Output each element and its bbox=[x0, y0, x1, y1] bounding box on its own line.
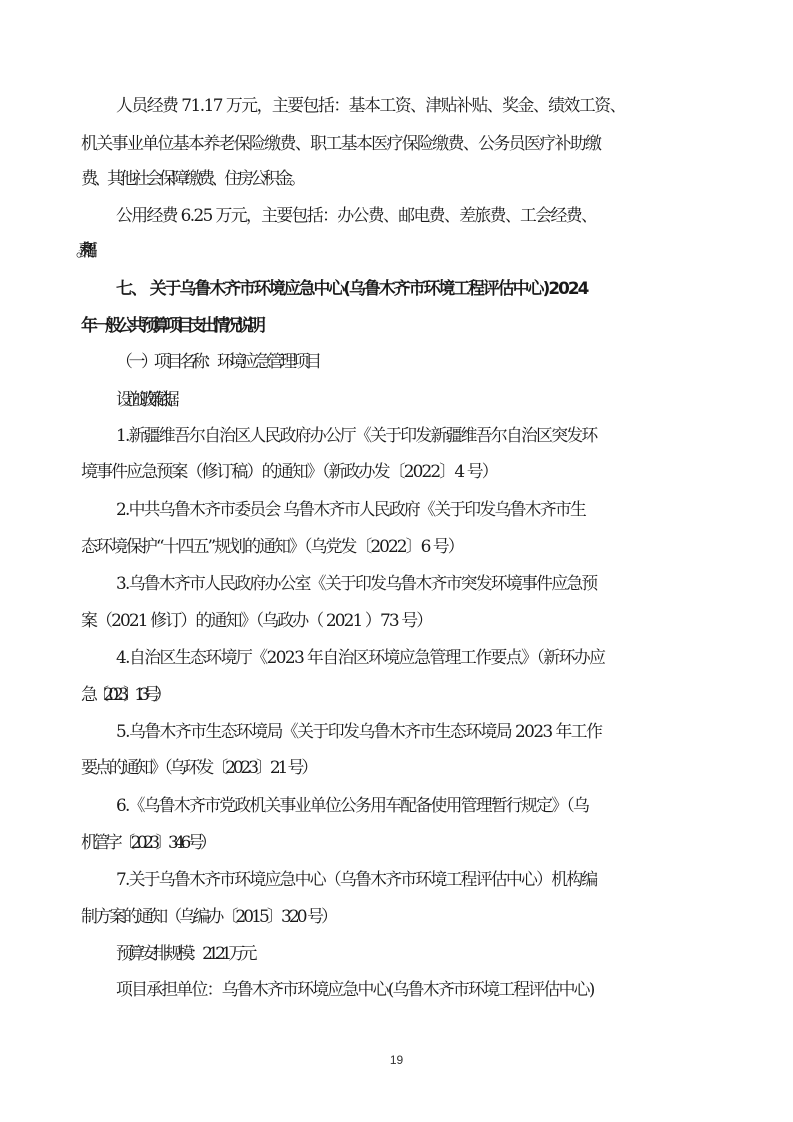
personnel-expense-line-1: 人员经费 71.17 万元，主要包括：基本工资、津贴补贴、奖金、绩效工资、 bbox=[116, 95, 625, 115]
project-name: （一）项目名称：环境应急管理项目 bbox=[116, 351, 318, 371]
policy-item-5-line-2: 要点的通知》（乌环发〔2023〕21 号） bbox=[81, 757, 316, 777]
section-heading-line-1: 七、 关于乌鲁木齐市环境应急中心(乌鲁木齐市环境工程评估中心)2024 bbox=[116, 278, 588, 298]
policy-item-3-line-2: 案（2021 修订）的通知》（乌政办（ 2021 ）73 号） bbox=[81, 610, 432, 630]
policy-item-1-line-2: 境事件应急预案（修订稿）的通知》（新政办发〔2022〕4 号） bbox=[81, 461, 497, 481]
public-expense-line-2 bbox=[81, 238, 793, 262]
policy-item-6-line-1: 6.《乌鲁木齐市党政机关事业单位公务用车配备使用管理暂行规定》（乌 bbox=[116, 795, 589, 815]
section-heading-line-2: 年一般公共预算项目支出情况说明 bbox=[81, 315, 262, 335]
page-number: 19 bbox=[389, 1053, 404, 1067]
undertaking-unit: 项目承担单位：乌鲁木齐市环境应急中心(乌鲁木齐市环境工程评估中心) bbox=[116, 979, 594, 999]
policy-basis-label: 设立的政策依据： bbox=[116, 389, 179, 409]
policy-item-4-line-2: 急〔2023〕13 号） bbox=[81, 684, 166, 704]
policy-item-2-line-2: 态环境保护“十四五”规划的通知》（乌党发〔2022〕6 号） bbox=[81, 536, 463, 556]
policy-item-5-line-1: 5.乌鲁木齐市生态环境局《关于印发乌鲁木齐市生态环境局 2023 年工作 bbox=[116, 721, 602, 741]
policy-item-6-line-2: 机管字〔2023〕346 号） bbox=[81, 832, 213, 852]
personnel-expense-line-3: 费、其他社会保障缴费、住房公积金。 bbox=[81, 168, 303, 188]
policy-item-7-line-2: 制方案的通知（乌编办〔2015〕320 号） bbox=[81, 906, 336, 926]
policy-item-1-line-1: 1.新疆维吾尔自治区人民政府办公厅《关于印发新疆维吾尔自治区突发环 bbox=[116, 425, 597, 445]
policy-item-4-line-1: 4.自治区生态环境厅《2023 年自治区环境应急管理工作要点》（新环办应 bbox=[116, 647, 605, 667]
policy-item-3-line-1: 3.乌鲁木齐市人民政府办公室《关于印发乌鲁木齐市突发环境事件应急预 bbox=[116, 573, 597, 593]
policy-item-7-line-1: 7.关于乌鲁木齐市环境应急中心（乌鲁木齐市环境工程评估中心）机构编 bbox=[116, 869, 597, 889]
budget-scale: 预算安排规模：21.21 万元 bbox=[116, 943, 253, 963]
public-expense-line-1: 公用经费 6.25 万元，主要包括：办公费、邮电费、差旅费、工会经费、 bbox=[116, 205, 597, 225]
policy-item-2-line-1: 2.中共乌鲁木齐市委员会 乌鲁木齐市人民政府《关于印发乌鲁木齐市生 bbox=[116, 499, 586, 519]
personnel-expense-line-2: 机关事业单位基本养老保险缴费、职工基本医疗保险缴费、公务员医疗补助缴 bbox=[81, 133, 601, 153]
